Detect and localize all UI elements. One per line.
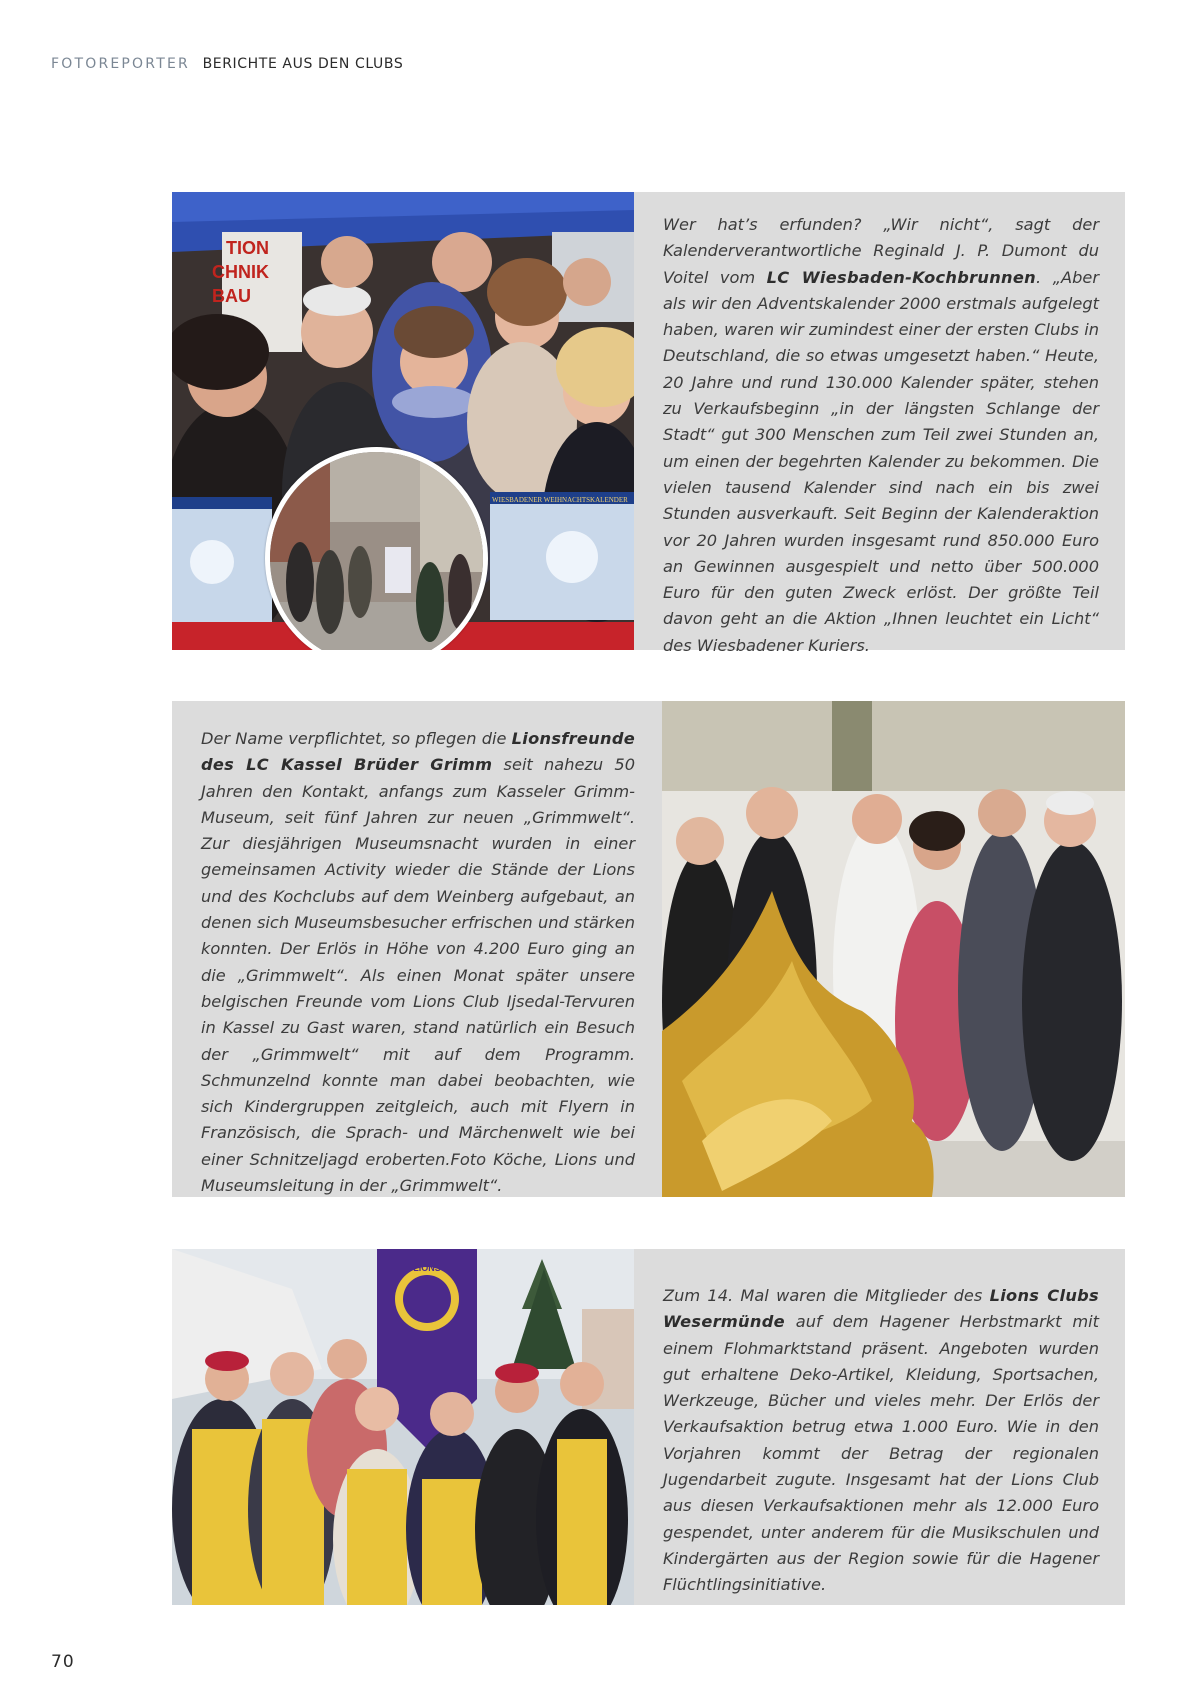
club-name: LC Wiesbaden-Kochbrunnen xyxy=(766,267,1036,287)
article-text xyxy=(663,1283,1099,1599)
article-kassel xyxy=(172,701,1125,1197)
article-wiesbaden xyxy=(172,192,1125,655)
sign-line-2: CHNIK xyxy=(212,262,269,282)
text-segment: Der Name verpflichtet, so pflegen die xyxy=(201,729,512,748)
sign-line-3: BAU xyxy=(212,286,251,306)
sign-line-1: TION xyxy=(226,238,269,258)
article-text xyxy=(663,212,1099,659)
page-number: 70 xyxy=(51,1652,75,1672)
article-wesermuende xyxy=(172,1249,1125,1605)
photo-grimmwelt xyxy=(662,701,1125,1197)
text-segment: Zum 14. Mal waren die Mitglieder des xyxy=(663,1286,990,1305)
text-segment: Wer hat’s erfunden? „Wir nicht“, sagt der Kalenderverantwortliche Reginald J. P. Dumont du Voitel vom xyxy=(663,215,1099,287)
article-text xyxy=(201,726,635,1199)
club-name: Lionsfreunde des LC Kassel Brüder Grimm xyxy=(201,729,635,775)
text-segment: auf dem Hagener Herbstmarkt mit einem Flohmarktstand präsent. Angeboten wurden gut erhaltene Deko-Artikel, Kleidung, Sportsachen, Werkzeuge, Bücher und vieles mehr. Der Erlös der Verkaufsaktion betrug etwa 1.000 Euro. Wie in den Vorjahren kommt der Betrag der regionalen Jugendarbeit zugute. Insgesamt hat der Lions Club aus diesen Verkaufsaktionen mehr als 12.000 Euro gespendet, unter anderem für die Musikschulen und Kindergärten aus der Region sowie für die Hagener Flüchtlingsinitiative. xyxy=(663,1312,1099,1595)
header-section: FOTOREPORTER xyxy=(51,56,190,72)
text-segment: . „Aber als wir den Adventskalender 2000 erstmals aufgelegt haben, waren wir zumindest einer der ersten Clubs in Deutschland, die so etwas umgesetzt haben.“ Heute, 20 Jahre und rund 130.000 Kalender später, stehen zu Verkaufsbeginn „in der längsten Schlange der Stadt“ gut 300 Menschen zum Teil zwei Stunden an, um einen der begehrten Kalender zu bekommen. Die vielen tausend Kalender sind nach ein bis zwei Stunden ausverkauft. Seit Beginn der Kalenderaktion vor 20 Jahren wurden insgesamt rund 850.000 Euro an Gewinnen ausgespielt und netto über 500.000 Euro für den guten Zweck erlöst. Der größte Teil davon geht an die Aktion „Ihnen leuchtet ein Licht“ des Wiesbadener Kuriers. xyxy=(663,267,1099,655)
banner-text: LIONS xyxy=(413,1263,441,1273)
text-segment: seit nahezu 50 Jahren den Kontakt, anfangs zum Kasseler Grimm-Museum, seit fünf Jahren zur neuen „Grimmwelt“. Zur diesjährigen Museumsnacht wurden in einer gemeinsamen Activity wieder die Stände der Lions und des Kochclubs auf dem Weinberg aufgebaut, an denen sich Museumsbesucher erfrischen und stärken konnten. Der Erlös in Höhe von 4.200 Euro ging an die „Grimmwelt“. Als einen Monat später unsere belgischen Freunde vom Lions Club Ijsedal-Tervuren in Kassel zu Gast waren, stand natürlich ein Besuch der „Grimmwelt“ mit auf dem Programm. Schmunzelnd konnte man dabei beobachten, wie sich Kindergruppen zeitgleich, auch mit Flyern in Französisch, die Sprach- und Märchenwelt wie bei einer Schnitzeljagd eroberten.Foto Köche, Lions und Museumsleitung in der „Grimmwelt“. xyxy=(201,755,635,1196)
club-name: Lions Clubs Wesermünde xyxy=(663,1286,1099,1332)
photo-calendar-stand xyxy=(172,192,634,650)
photo-flea-market xyxy=(172,1249,634,1605)
header-title: BERICHTE AUS DEN CLUBS xyxy=(202,56,404,72)
running-header xyxy=(51,56,403,72)
calendar-label: WIESBADENER WEIHNACHTSKALENDER xyxy=(492,496,628,504)
